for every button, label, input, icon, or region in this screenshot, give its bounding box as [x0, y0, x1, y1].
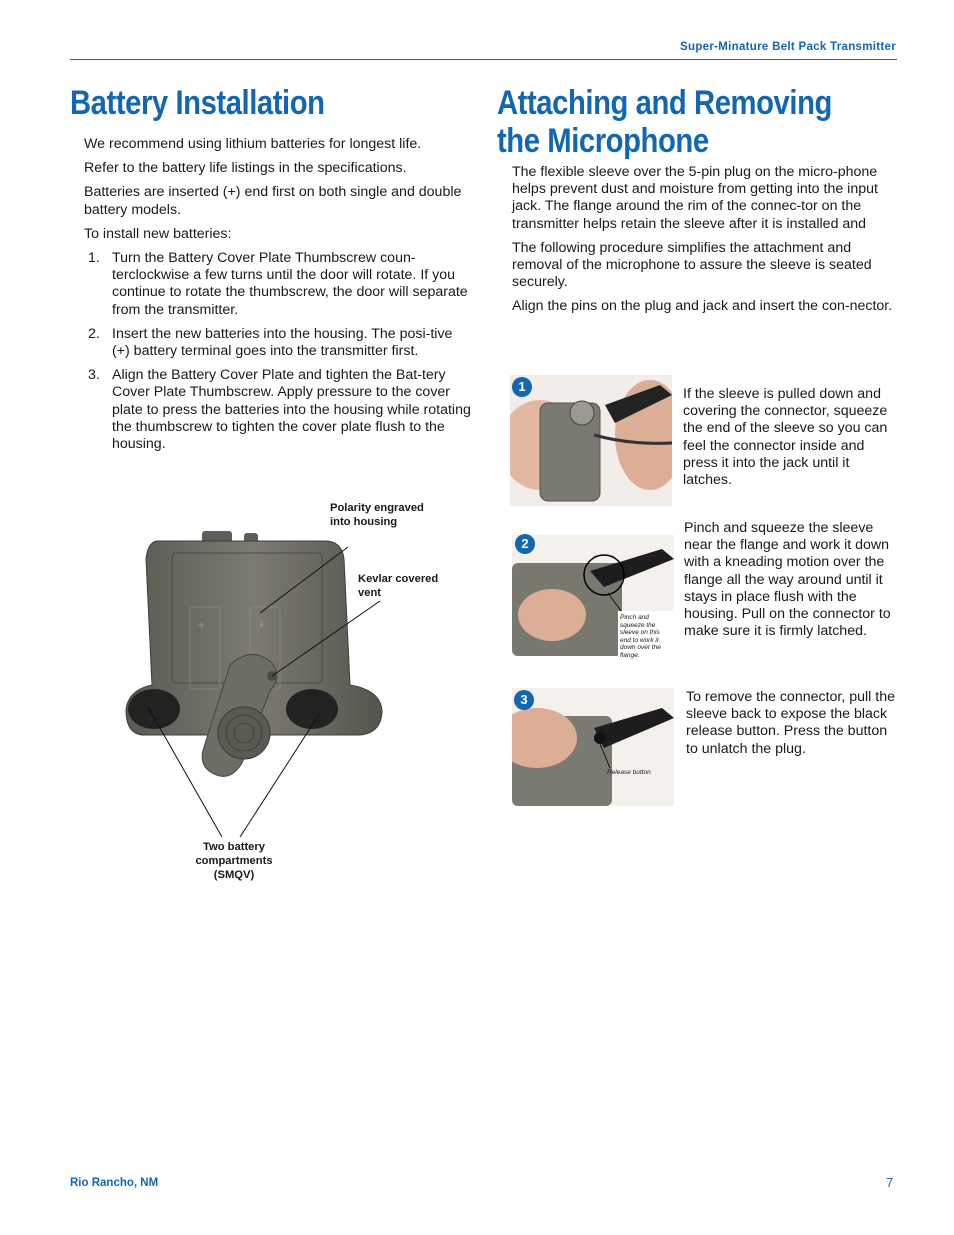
step-3-photo-caption: Release button: [607, 769, 651, 776]
step-3-photo: [512, 688, 674, 806]
mic-paragraph: The flexible sleeve over the 5-pin plug on the micro-phone helps prevent dust and moisture from getting into the input jack. The flange around the rim of the connec-tor on the transmitter helps retain the sleeve after it is installed and: [512, 164, 878, 232]
mic-body: [512, 164, 897, 323]
step-3-text: To remove the connector, pull the sleeve back to expose the black release button. Press the button to unlatch the plug.: [686, 689, 895, 757]
step-number: 2.: [88, 325, 100, 342]
release-button: [594, 732, 606, 744]
page-number: 7: [886, 1175, 894, 1190]
running-header: Super-Minature Belt Pack Transmitter: [680, 41, 896, 53]
battery-steps-list: [84, 250, 474, 453]
input-jack: [570, 401, 594, 425]
footer-location: Rio Rancho, NM: [70, 1177, 159, 1189]
battery-heading-wrap: [70, 84, 366, 122]
step-2-text: Pinch and squeeze the sleeve near the flange and work it down with a kneading motion over the flange all the way around until it stays in place flush with the housing. Pull on the connector to make sure it is firmly latched.: [684, 520, 891, 640]
battery-step: [84, 367, 474, 453]
mic-paragraph: Align the pins on the plug and jack and insert the con-nector.: [512, 298, 893, 315]
kevlar-callout: Kevlar covered vent: [358, 573, 439, 599]
polarity-callout: Polarity engraved into housing: [330, 502, 424, 528]
battery-paragraph: To install new batteries:: [84, 225, 232, 242]
step-text: Insert the new batteries into the housing. The posi-tive (+) battery terminal goes into the transmitter first.: [112, 325, 453, 360]
step-text: Turn the Battery Cover Plate Thumbscrew coun-terclockwise a few turns until the door will rotate. If you continue to rotate the thumbscrew, the door will separate from the transmitter.: [112, 250, 468, 318]
step-3-badge: 3: [514, 690, 534, 710]
mic-paragraph: The following procedure simplifies the attachment and removal of the microphone to assure the sleeve is seated securely.: [512, 239, 872, 291]
polarity-plus-icon: +: [258, 618, 266, 632]
mic-heading-wrap: [497, 84, 907, 160]
step-1-text: If the sleeve is pulled down and covering the connector, squeeze the end of the sleeve so you can feel the connector inside and press it into the jack until it latches.: [683, 386, 888, 489]
battery-compartment-left: [128, 689, 180, 729]
step-1-illustration: [510, 375, 672, 506]
microphone-connector: [594, 708, 674, 748]
battery-installation-heading: Battery Installation: [70, 84, 325, 122]
transmitter-battery-figure: [120, 495, 480, 895]
step-number: 3.: [88, 367, 100, 384]
step-text: Align the Battery Cover Plate and tighten the Bat-tery Cover Plate Thumbscrew. Apply pressure to the cover plate to press the batteries into the housing while rotating the thumbscrew to tighten the cover plate flush to the housing.: [112, 367, 471, 453]
battery-paragraph: We recommend using lithium batteries for longest life.: [84, 136, 422, 152]
step-1-photo: [510, 375, 672, 506]
hand: [518, 589, 586, 641]
compartments-callout: Two battery compartments (SMQV): [195, 841, 273, 881]
polarity-plus-icon: +: [198, 618, 206, 632]
step-number: 1.: [88, 250, 100, 267]
step-3-illustration: [512, 688, 674, 806]
step-2-badge: 2: [515, 534, 535, 554]
header-rule: [70, 59, 897, 60]
battery-body: [84, 136, 474, 460]
attaching-removing-heading: Attaching and Removing the Microphone: [497, 84, 832, 160]
step-2-photo-caption: Pinch and squeeze the sleeve on this end to work it down over the flange.: [620, 614, 661, 659]
battery-compartment-right: [286, 689, 338, 729]
battery-step: [84, 250, 474, 319]
battery-paragraph: Refer to the battery life listings in the specifications.: [84, 160, 407, 177]
battery-paragraph: Batteries are inserted (+) end first on both single and double battery models.: [84, 184, 462, 218]
battery-step: [84, 326, 474, 360]
step-1-badge: 1: [512, 377, 532, 397]
